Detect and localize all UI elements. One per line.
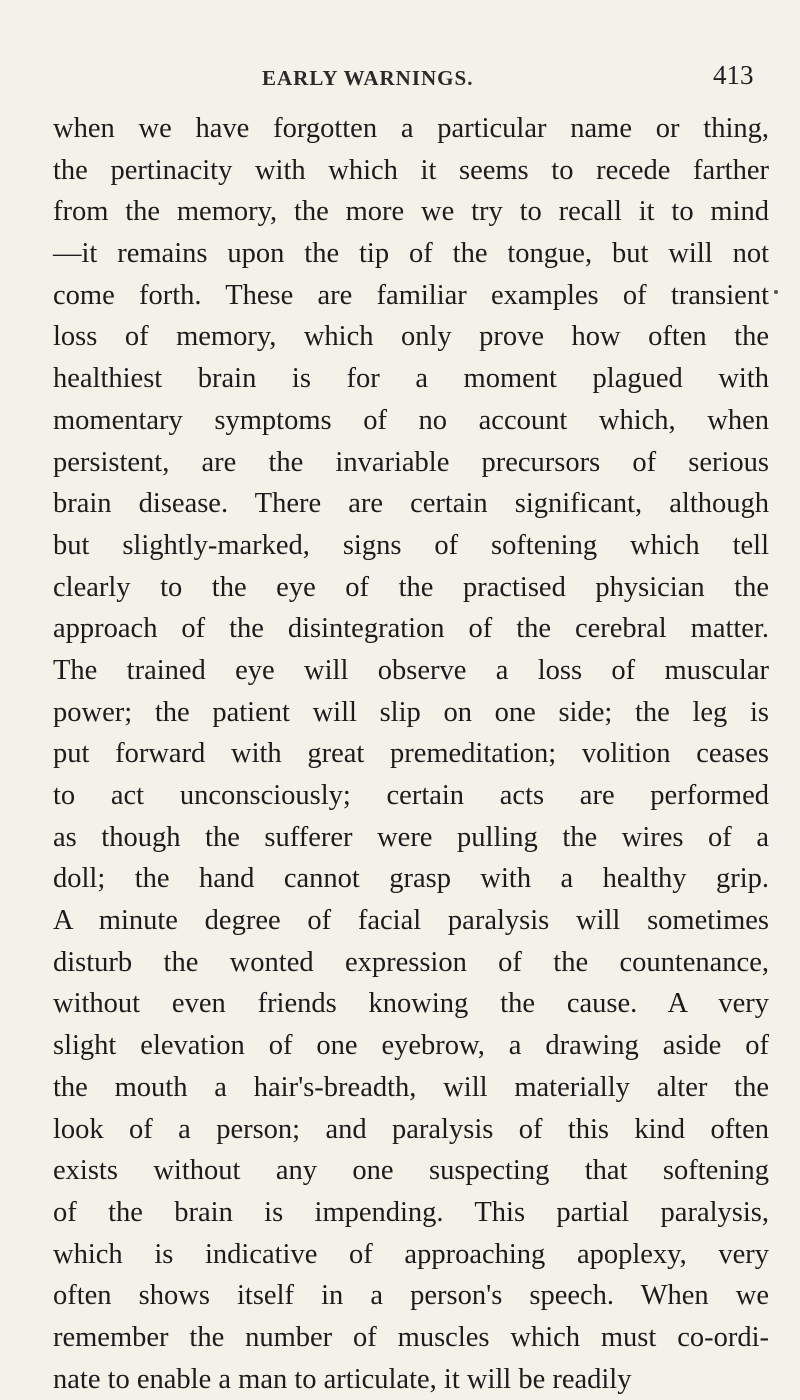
- page-number: 413: [713, 60, 754, 90]
- text-line: often shows itself in a person's speech. When we: [53, 1280, 769, 1312]
- text-line: come forth. These are familiar examples of transient: [53, 279, 769, 311]
- text-line: doll; the hand cannot grasp with a healthy grip.: [53, 863, 769, 895]
- running-head-title: EARLY WARNINGS.: [262, 66, 474, 90]
- text-line: A minute degree of facial paralysis will sometimes: [53, 905, 769, 937]
- text-line: from the memory, the more we try to recall it to mind: [53, 196, 769, 228]
- text-line: slight elevation of one eyebrow, a drawing aside of: [53, 1030, 769, 1062]
- margin-speck: [774, 290, 778, 294]
- text-line: clearly to the eye of the practised physician the: [53, 571, 769, 603]
- text-line: power; the patient will slip on one side; the leg is: [53, 696, 769, 728]
- text-line: healthiest brain is for a moment plagued with: [53, 363, 769, 395]
- text-line: to act unconsciously; certain acts are performed: [53, 780, 769, 811]
- text-line: without even friends knowing the cause. A very: [53, 988, 769, 1020]
- text-line: brain disease. There are certain significant, although: [53, 488, 769, 520]
- text-line: when we have forgotten a particular name or thing,: [53, 113, 769, 144]
- text-line: but slightly-marked, signs of softening which tell: [53, 529, 769, 561]
- text-line: which is indicative of approaching apoplexy, very: [53, 1238, 769, 1270]
- text-line: the mouth a hair's-breadth, will materially alter the: [53, 1071, 769, 1103]
- text-line: put forward with great premeditation; volition ceases: [53, 738, 769, 770]
- text-line: remember the number of muscles which must co-ordi-: [53, 1321, 769, 1353]
- running-head: [0, 42, 800, 90]
- text-line: of the brain is impending. This partial paralysis,: [53, 1196, 769, 1228]
- text-line: exists without any one suspecting that softening: [53, 1155, 769, 1187]
- text-line: the pertinacity with which it seems to recede farther: [53, 154, 769, 186]
- text-line: persistent, are the invariable precursors of serious: [53, 446, 769, 478]
- body-text: [53, 108, 769, 1400]
- text-line: as though the sufferer were pulling the wires of a: [53, 821, 769, 853]
- text-line: loss of memory, which only prove how often the: [53, 321, 769, 353]
- text-line: momentary symptoms of no account which, when: [53, 404, 769, 436]
- text-line: approach of the disintegration of the cerebral matter.: [53, 613, 769, 645]
- text-line: look of a person; and paralysis of this kind often: [53, 1113, 769, 1145]
- text-line: The trained eye will observe a loss of muscular: [53, 654, 769, 686]
- text-line: nate to enable a man to articulate, it will be readily: [53, 1363, 632, 1395]
- text-line: —it remains upon the tip of the tongue, but will not: [53, 238, 769, 270]
- text-line: disturb the wonted expression of the countenance,: [53, 946, 769, 978]
